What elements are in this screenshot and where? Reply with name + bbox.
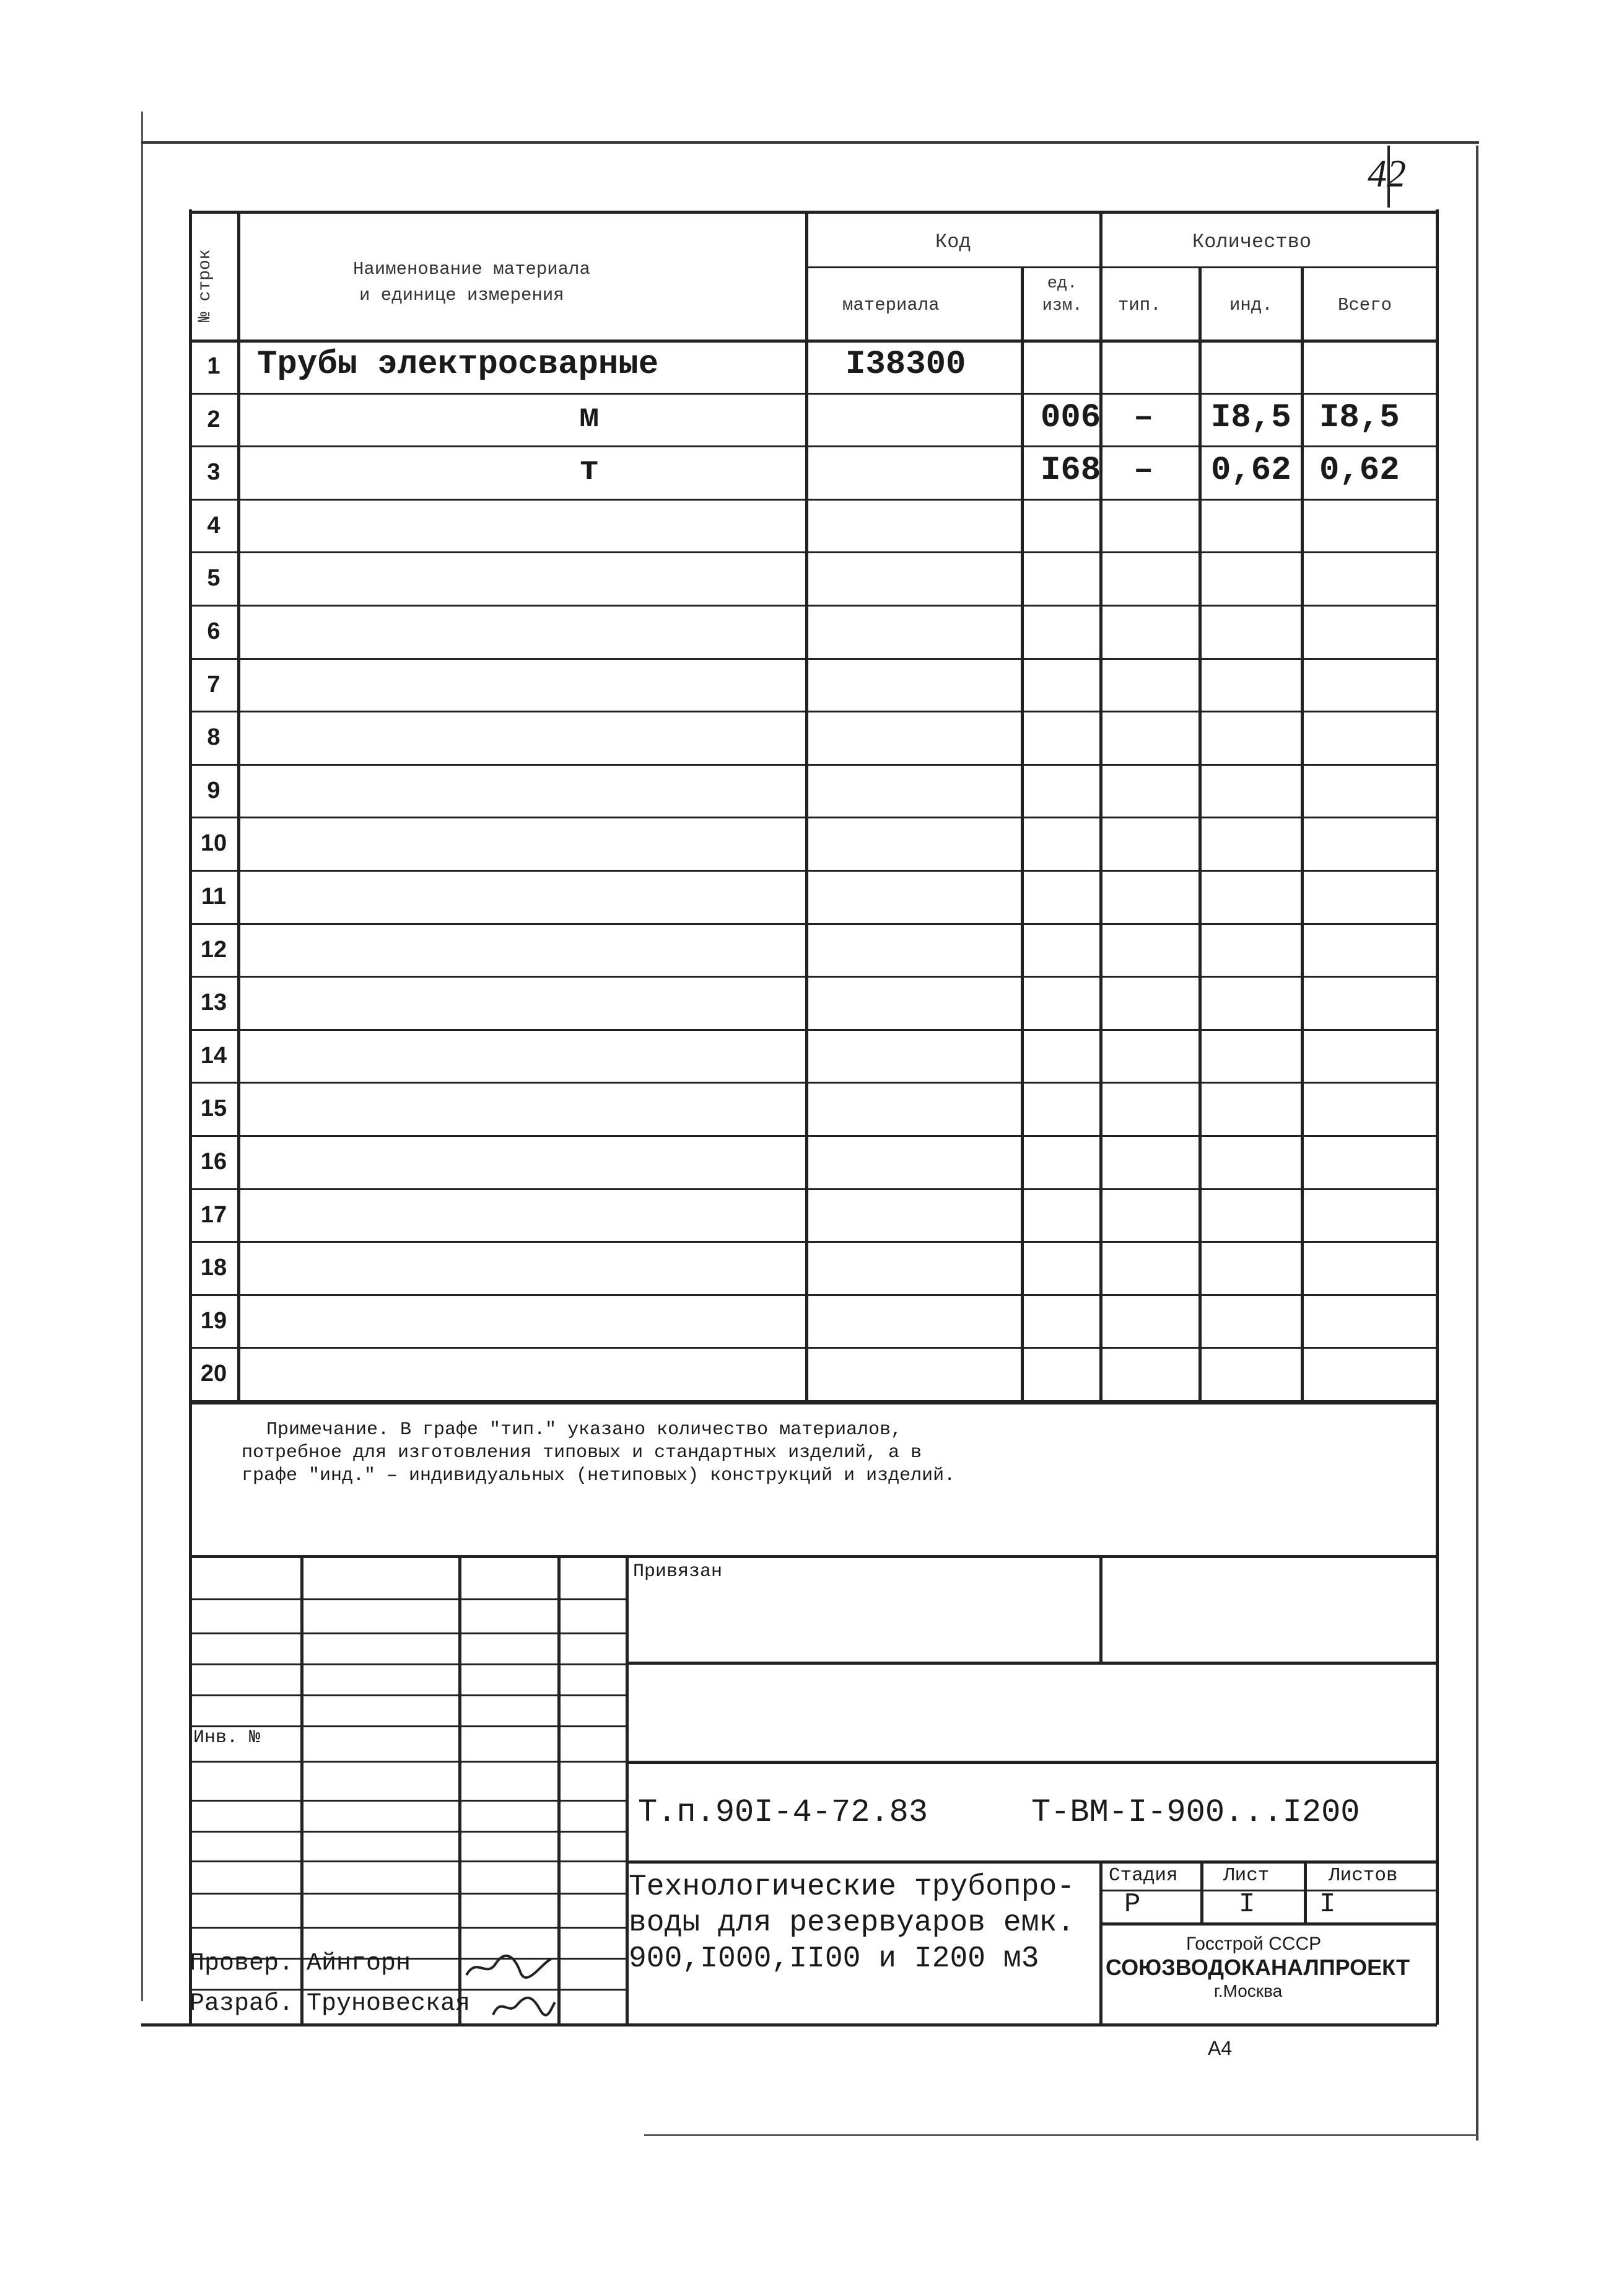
stamp-code-top <box>626 1761 1437 1764</box>
sheets-value: I <box>1319 1889 1336 1920</box>
qty-ind: I8,5 <box>1211 398 1291 437</box>
stamp-linked-divider <box>1099 1555 1102 1663</box>
stamp-stage-divider <box>1200 1860 1203 1922</box>
outer-frame-left <box>141 112 143 2001</box>
table-row <box>189 551 1437 605</box>
stamp-row-line <box>189 1860 626 1862</box>
stamp-row-line <box>189 1927 626 1929</box>
outer-frame-bottom <box>644 2134 1477 2136</box>
table-row <box>189 1294 1437 1347</box>
table-row <box>189 1029 1437 1082</box>
qty-total: 0,62 <box>1319 452 1400 490</box>
org-line1: Госстрой СССР <box>1186 1934 1322 1954</box>
qty-total: I8,5 <box>1319 398 1400 437</box>
row-number: 18 <box>200 1255 227 1281</box>
row-number: 14 <box>200 1042 227 1069</box>
stamp-col-3 <box>557 1555 561 2026</box>
stage-value: Р <box>1124 1889 1141 1920</box>
stamp-row-line <box>189 1663 626 1665</box>
note-top-line <box>189 1401 1437 1404</box>
sheet-label: Лист <box>1223 1865 1270 1886</box>
row-number: 9 <box>207 777 220 804</box>
table-row <box>189 817 1437 870</box>
table-row <box>189 764 1437 817</box>
header-code: Код <box>935 230 971 253</box>
material-code: I38300 <box>845 346 966 383</box>
doc-title-line2: воды для резервуаров емк. <box>629 1906 1075 1940</box>
header-typ: тип. <box>1118 295 1161 315</box>
signature-developed <box>489 1989 557 2021</box>
stamp-row-line <box>189 1694 626 1696</box>
note-text: Примечание. В графе "тип." указано количество материалов, потребное для изготовления типовых и стандартных изделий, а в графе "инд." – индивидуальных (нетиповых) конструкций и изделий. <box>242 1419 956 1486</box>
table-row <box>189 976 1437 1029</box>
sheets-label: Листов <box>1329 1865 1398 1886</box>
header-row-no: № строк <box>196 249 215 322</box>
row-number: 1 <box>207 353 220 379</box>
header-ind: инд. <box>1229 295 1273 315</box>
stamp-row-line <box>189 1598 626 1600</box>
stamp-linked-label: Привязан <box>633 1561 723 1582</box>
row-number: 13 <box>200 989 227 1016</box>
page-number-box-left <box>1387 146 1390 208</box>
page-number: 42 <box>1368 153 1406 195</box>
stamp-row-line <box>189 1893 626 1895</box>
material-name: Трубы электросварные <box>257 346 659 383</box>
stamp-row-line <box>189 1761 626 1763</box>
row-number: 8 <box>207 724 220 751</box>
stamp-inv-label: Инв. № <box>193 1727 261 1748</box>
row-number: 2 <box>207 406 220 432</box>
row-number: 12 <box>200 936 227 963</box>
qty-typ: – <box>1133 398 1154 437</box>
table-row <box>189 1082 1437 1135</box>
header-material: материала <box>842 295 940 315</box>
stamp-developed-role: Разраб. <box>190 1990 294 2018</box>
table-row <box>189 1135 1437 1188</box>
row-number: 4 <box>207 512 220 538</box>
stamp-row-line <box>189 1800 626 1802</box>
org-line3: г.Москва <box>1214 1981 1283 2000</box>
stamp-row-line <box>189 1632 626 1634</box>
stamp-title-top <box>626 1860 1437 1864</box>
header-name-line1: Наименование материала <box>353 259 590 279</box>
table-row <box>189 1188 1437 1242</box>
project-code: Т.п.90I-4-72.83 <box>638 1794 928 1831</box>
row-number: 15 <box>200 1095 227 1122</box>
note-bottom-line <box>189 1555 1437 1558</box>
stamp-row-line <box>189 1831 626 1833</box>
stamp-bottom-line <box>141 2023 1437 2027</box>
header-total: Всего <box>1338 295 1392 315</box>
table-row <box>189 605 1437 658</box>
stamp-developed-name: Труновеская <box>307 1990 471 2018</box>
header-name-line2: и единице измерения <box>359 285 564 305</box>
stamp-checked-name: Айнгорн <box>307 1950 411 1978</box>
outer-frame-top <box>141 141 1479 144</box>
stamp-linked-bottom <box>626 1662 1437 1665</box>
unit-code: 006 <box>1041 398 1101 437</box>
row-number: 20 <box>200 1361 227 1387</box>
qty-typ: – <box>1133 452 1154 490</box>
qty-ind: 0,62 <box>1211 452 1291 490</box>
sheet-value: I <box>1239 1889 1255 1920</box>
material-name: м <box>579 398 600 437</box>
doc-title-line1: Технологические трубопро- <box>629 1870 1075 1904</box>
stamp-col-1 <box>300 1555 303 2026</box>
header-unit: ед. изм. <box>1042 274 1083 315</box>
stage-label: Стадия <box>1109 1865 1178 1886</box>
format-label: А4 <box>1208 2037 1233 2059</box>
row-number: 11 <box>201 883 227 909</box>
row-number: 10 <box>200 830 227 857</box>
signature-checked <box>461 1950 554 1983</box>
doc-title-line3: 900,I000,II00 и I200 м3 <box>629 1942 1039 1976</box>
table-row <box>189 1241 1437 1294</box>
row-number: 19 <box>200 1307 227 1334</box>
unit-code: I68 <box>1041 452 1101 490</box>
row-number: 16 <box>200 1149 227 1175</box>
row-number: 5 <box>207 565 220 592</box>
drawing-code: Т-ВМ-I-900...I200 <box>1031 1794 1360 1831</box>
stamp-stage-bottom <box>1099 1922 1437 1926</box>
table-row <box>189 1347 1437 1400</box>
row-number: 6 <box>207 618 220 644</box>
table-border-top <box>189 211 1437 214</box>
table-row <box>189 499 1437 552</box>
table-row <box>189 870 1437 923</box>
stamp-stage-mid <box>1099 1890 1437 1891</box>
material-name: т <box>579 452 600 490</box>
outer-frame-right <box>1476 146 1478 2140</box>
row-number: 7 <box>207 671 220 698</box>
header-quantity: Количество <box>1192 230 1312 253</box>
row-number: 3 <box>207 459 220 486</box>
stamp-info-divider <box>1099 1860 1102 2025</box>
table-row <box>189 658 1437 711</box>
header-sub-line <box>805 266 1437 268</box>
stamp-sheet-divider <box>1304 1860 1307 1922</box>
stamp-checked-role: Провер. <box>190 1950 294 1978</box>
table-row <box>189 923 1437 976</box>
org-line2: СОЮЗВОДОКАНАЛПРОЕКТ <box>1106 1955 1410 1980</box>
row-number: 17 <box>200 1201 227 1228</box>
table-row <box>189 711 1437 764</box>
